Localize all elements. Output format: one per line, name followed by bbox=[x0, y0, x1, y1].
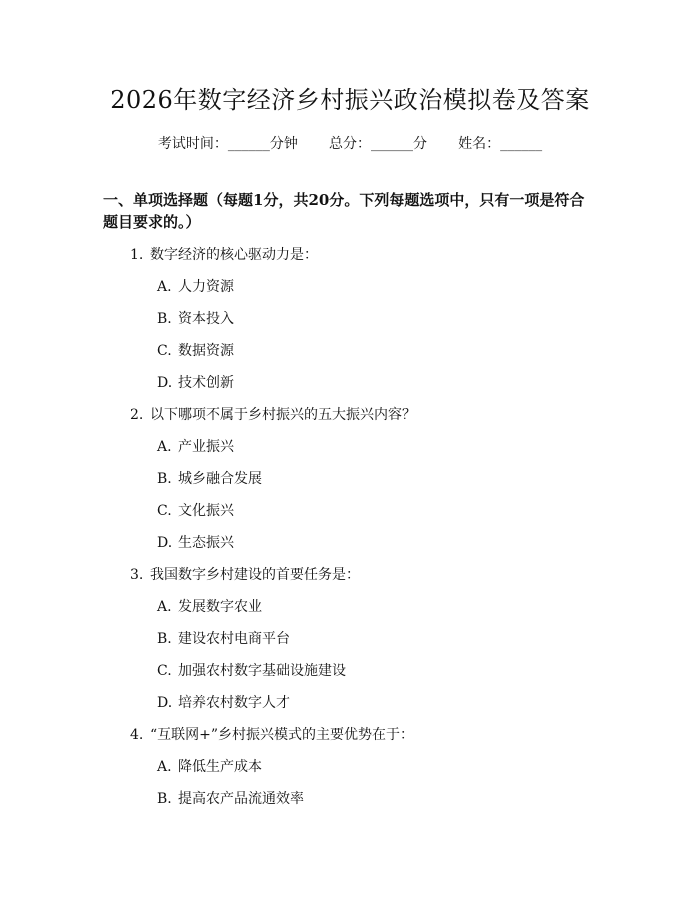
q1-option-d bbox=[157, 372, 234, 392]
q1-option-a bbox=[157, 276, 234, 296]
q1-option-c bbox=[157, 340, 234, 360]
option-letter: D. bbox=[157, 375, 173, 391]
option-text: 产业振兴 bbox=[178, 439, 234, 455]
exam-time-blank: ______ bbox=[227, 136, 270, 152]
option-letter: C. bbox=[157, 663, 172, 679]
option-text: 发展数字农业 bbox=[178, 599, 262, 615]
q3-option-c bbox=[157, 660, 346, 680]
option-letter: A. bbox=[157, 759, 172, 775]
q3-option-b bbox=[157, 628, 290, 648]
student-name-label: 姓名： bbox=[458, 136, 501, 152]
option-letter: C. bbox=[157, 503, 172, 519]
option-text: 城乡融合发展 bbox=[178, 471, 262, 487]
option-text: 培养农村数字人才 bbox=[178, 695, 290, 711]
section-heading: 一、单项选择题（每题1分，共20分。下列每题选项中，只有一项是符合题目要求的。） bbox=[103, 191, 585, 231]
question-2 bbox=[130, 404, 416, 424]
question-3 bbox=[130, 564, 360, 584]
q2-option-d bbox=[157, 532, 234, 552]
question-1 bbox=[130, 244, 318, 264]
option-letter: C. bbox=[157, 343, 172, 359]
option-letter: A. bbox=[157, 439, 172, 455]
option-text: 文化振兴 bbox=[178, 503, 234, 519]
option-letter: B. bbox=[157, 791, 172, 807]
q3-option-a bbox=[157, 596, 262, 616]
option-text: 降低生产成本 bbox=[178, 759, 262, 775]
question-number: 3. bbox=[130, 567, 144, 583]
option-text: 生态振兴 bbox=[178, 535, 234, 551]
option-letter: B. bbox=[157, 471, 172, 487]
q4-option-a bbox=[157, 756, 262, 776]
option-text: 提高农产品流通效率 bbox=[178, 791, 304, 807]
q4-option-b bbox=[157, 788, 304, 808]
q3-option-d bbox=[157, 692, 290, 712]
q2-option-c bbox=[157, 500, 234, 520]
exam-time-label: 考试时间： bbox=[157, 136, 228, 152]
total-score-unit: 分 bbox=[413, 136, 427, 152]
option-letter: D. bbox=[157, 695, 173, 711]
exam-time-unit: 分钟 bbox=[269, 136, 298, 152]
total-score-blank: ______ bbox=[371, 136, 413, 152]
option-text: 资本投入 bbox=[178, 311, 234, 327]
q2-option-b bbox=[157, 468, 262, 488]
question-text: “互联网+”乡村振兴模式的主要优势在于： bbox=[150, 727, 415, 743]
option-text: 人力资源 bbox=[178, 279, 234, 295]
option-letter: B. bbox=[157, 311, 172, 327]
total-score-label: 总分： bbox=[329, 136, 371, 152]
exam-info-line bbox=[0, 133, 700, 153]
option-text: 建设农村电商平台 bbox=[178, 631, 290, 647]
q1-option-b bbox=[157, 308, 234, 328]
question-text: 我国数字乡村建设的首要任务是： bbox=[150, 567, 360, 583]
question-number: 2. bbox=[130, 407, 144, 423]
question-text: 数字经济的核心驱动力是： bbox=[150, 247, 318, 263]
q2-option-a bbox=[157, 436, 234, 456]
option-letter: B. bbox=[157, 631, 172, 647]
exam-title: 2026年数字经济乡村振兴政治模拟卷及答案 bbox=[110, 86, 590, 114]
option-letter: D. bbox=[157, 535, 173, 551]
question-4 bbox=[130, 724, 414, 744]
question-text: 以下哪项不属于乡村振兴的五大振兴内容？ bbox=[150, 407, 416, 423]
question-number: 4. bbox=[130, 727, 144, 743]
student-name-blank: ______ bbox=[500, 136, 543, 152]
option-letter: A. bbox=[157, 599, 172, 615]
option-text: 技术创新 bbox=[178, 375, 234, 391]
question-number: 1. bbox=[130, 247, 144, 263]
option-letter: A. bbox=[157, 279, 172, 295]
option-text: 加强农村数字基础设施建设 bbox=[178, 663, 346, 679]
option-text: 数据资源 bbox=[178, 343, 234, 359]
